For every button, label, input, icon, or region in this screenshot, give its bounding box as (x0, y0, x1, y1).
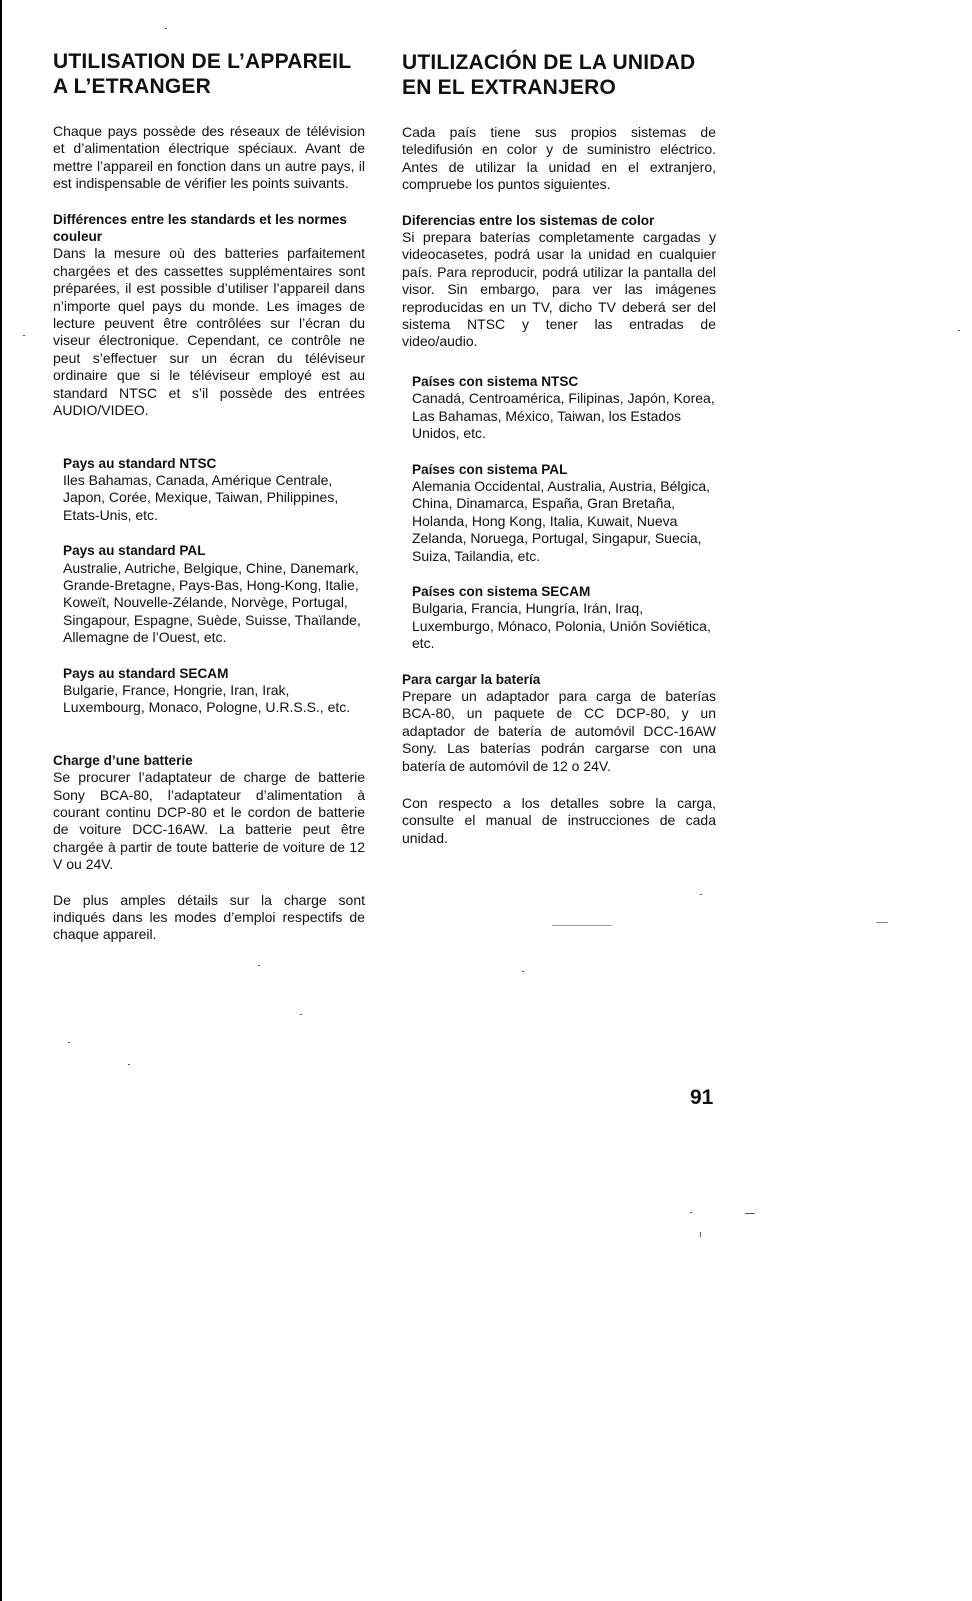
scan-speck (700, 1232, 701, 1237)
french-pal-section (53, 542, 365, 646)
french-intro: Chaque pays possède des réseaux de télévision et d’alimentation électrique spéciaux. Avant de mettre l’appareil en fonction dans un autre pays, il est indispensable de vérifier les points suivants. (53, 123, 365, 192)
french-battery-heading: Charge d’une batterie (53, 752, 193, 768)
french-ntsc-heading: Pays au standard NTSC (63, 455, 217, 471)
french-ntsc-text: Iles Bahamas, Canada, Amérique Centrale, Japon, Corée, Mexique, Taiwan, Philippines, Etats-Unis, etc. (63, 471, 339, 523)
scan-speck (522, 971, 524, 972)
scan-speck (745, 1213, 755, 1214)
french-color-heading: Différences entre les standards et les normes couleur (53, 211, 347, 245)
french-secam-section (53, 665, 365, 717)
french-title-line2: A L’ETRANGER (53, 75, 211, 98)
french-secam-text: Bulgarie, France, Hongrie, Iran, Irak, Luxembourg, Monaco, Pologne, U.R.S.S., etc. (63, 681, 351, 716)
spanish-color-heading: Diferencias entre los sistemas de color (402, 212, 655, 228)
spanish-details-text: Con respecto a los detalles sobre la carga, consulte el manual de instrucciones de cada unidad. (402, 795, 716, 846)
scan-speck (68, 1042, 70, 1043)
scan-speck (23, 335, 25, 336)
spanish-ntsc-section (402, 373, 716, 443)
french-details-text: De plus amples détails sur la charge sont indiqués dans les modes d’emploi respectifs de chaque appareil. (53, 891, 365, 943)
scan-speck (165, 28, 167, 29)
scan-speck (300, 1014, 302, 1015)
scan-speck (128, 1064, 130, 1065)
scan-speck (876, 922, 888, 923)
spanish-color-text: Si prepara baterías completamente cargadas y videocasetes, podrá usar la unidad en cualquier país. Para reproducir, podrá utilizar la pantalla del visor. Sin embargo, para ver las imágenes reproducidas en un TV, dicho TV deberá ser del sistema NTSC y tener las entradas de video/audio. (402, 229, 716, 350)
spanish-color-section (402, 212, 716, 351)
scan-speck (958, 330, 960, 331)
spanish-intro: Cada país tiene sus propios sistemas de teledifusión en color y de suministro eléctrico. Antes de utilizar la unidad en el extranjero, compruebe los puntos siguientes. (402, 124, 716, 193)
spanish-ntsc-text: Canadá, Centroamérica, Filipinas, Japón, Korea, Las Bahamas, México, Taiwan, los Estados Unidos, etc. (412, 390, 715, 442)
scan-speck (258, 965, 260, 966)
french-color-section (53, 211, 365, 420)
spanish-title-line2: EN EL EXTRANJERO (402, 76, 617, 99)
french-title-line1: UTILISATION DE L’APPAREIL (53, 50, 352, 73)
french-color-text: Dans la mesure où des batteries parfaitement chargées et des cassettes supplémentaires sont préparées, il est possible d’utiliser l’appareil dans n’importe quel pays du monde. Les images de lecture peuvent être contrôlées sur l’écran du viseur électronique. Cependant, ce contrôle ne peut s’effectuer sur un écran du téléviseur ordinaire que si le téléviseur employé est au standard NTSC et s’il possède des entrées AUDIO/VIDEO. (53, 245, 365, 419)
spanish-battery-section (402, 671, 716, 775)
spanish-ntsc-heading: Países con sistema NTSC (412, 373, 579, 389)
scan-speck (700, 894, 702, 895)
french-column (53, 44, 365, 944)
spanish-pal-heading: Países con sistema PAL (412, 461, 568, 477)
scan-speck (690, 1212, 692, 1213)
french-pal-heading: Pays au standard PAL (63, 543, 206, 559)
scan-speck (552, 925, 612, 926)
french-secam-heading: Pays au standard SECAM (63, 665, 229, 681)
spanish-battery-heading: Para cargar la batería (402, 671, 541, 687)
spanish-secam-text: Bulgaria, Francia, Hungría, Irán, Iraq, Luxemburgo, Mónaco, Polonia, Unión Soviética, etc. (412, 600, 711, 652)
spanish-column (402, 44, 716, 847)
french-ntsc-section (53, 455, 365, 525)
spanish-secam-section (402, 583, 716, 653)
spanish-secam-heading: Países con sistema SECAM (412, 583, 591, 599)
spanish-title-line1: UTILIZACIÓN DE LA UNIDAD (402, 51, 696, 74)
french-battery-section (53, 752, 365, 874)
french-battery-text: Se procurer l’adaptateur de charge de batterie Sony BCA-80, l’adaptateur d’alimentation à courant continu DCP-80 et le cordon de batterie de voiture DCC-16AW. La batterie peut être chargée à partir de toute batterie de voiture de 12 V ou 24V. (53, 769, 365, 873)
french-title (53, 49, 365, 99)
spanish-pal-section (402, 461, 716, 565)
page-edge-line (0, 0, 2, 1601)
page-number: 91 (690, 1086, 714, 1109)
spanish-title (402, 50, 716, 100)
spanish-battery-text: Prepare un adaptador para carga de baterías BCA-80, un paquete de CC DCP-80, y un adaptador de batería de automóvil DCC-16AW Sony. Las baterías podrán cargarse con una batería de automóvil de 12 o 24V. (402, 687, 716, 774)
french-pal-text: Australie, Autriche, Belgique, Chine, Danemark, Grande-Bretagne, Pays-Bas, Hong-Kong, Italie, Koweït, Nouvelle-Zélande, Norvège, Portugal, Singapour, Espagne, Suède, Suisse, Thaïlande, Allemagne de l’Ouest, etc. (63, 559, 361, 646)
spanish-pal-text: Alemania Occidental, Australia, Austria, Bélgica, China, Dinamarca, España, Gran Bretaña, Holanda, Hong Kong, Italia, Kuwait, Nueva Zelanda, Noruega, Portugal, Singapur, Suecia, Suiza, Tailandia, etc. (412, 477, 711, 564)
